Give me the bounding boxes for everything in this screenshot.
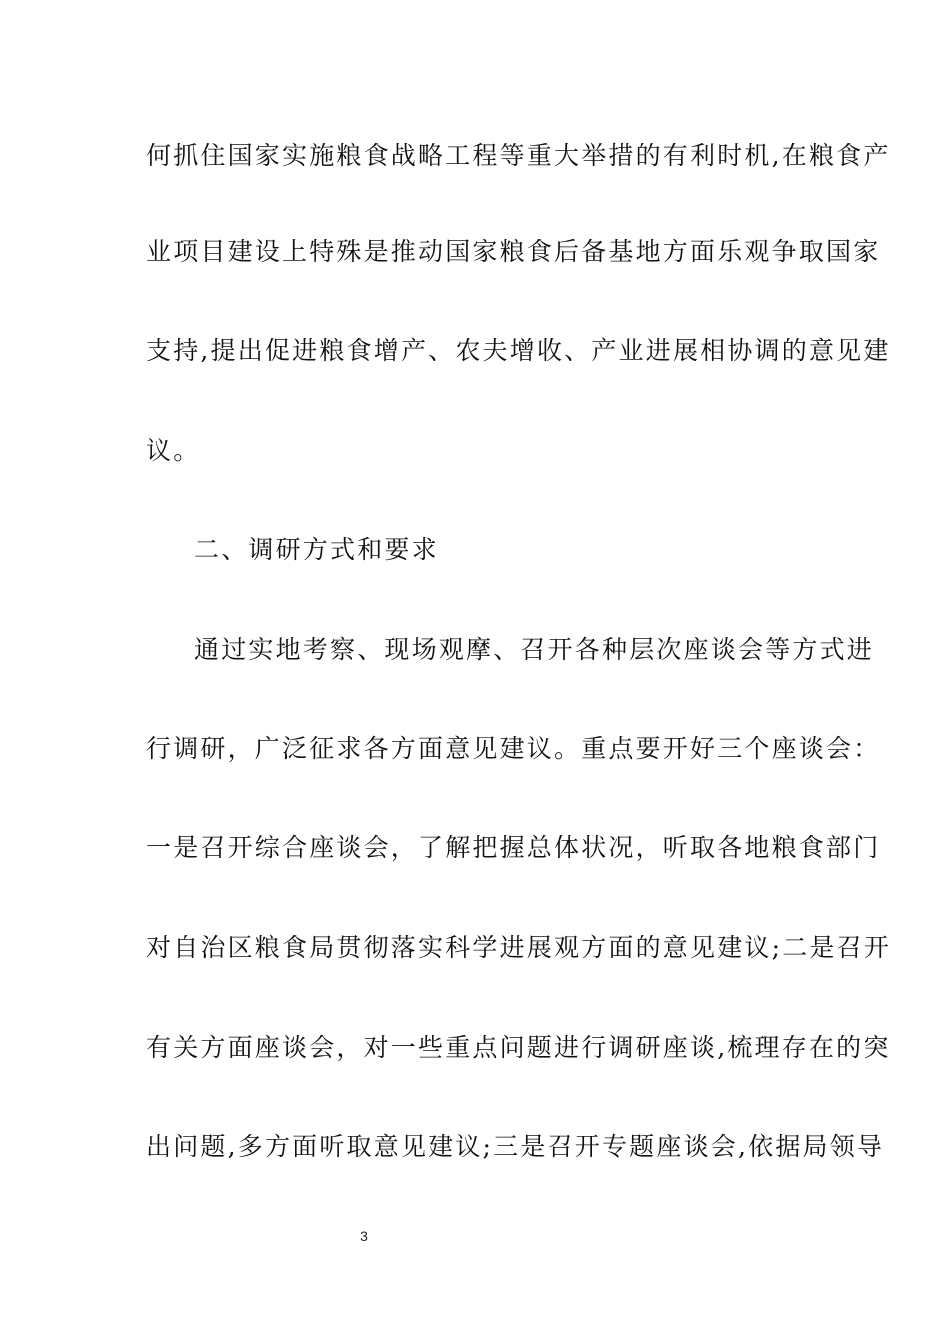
section-heading: 二、调研方式和要求	[194, 535, 439, 564]
paragraph-line: 何抓住国家实施粮食战略工程等重大举措的有利时机,在粮食产	[146, 141, 891, 170]
page-number: 3	[360, 1228, 368, 1244]
paragraph-line: 议。	[146, 436, 201, 465]
paragraph-line: 支持,提出促进粮食增产、农夫增收、产业进展相协调的意见建	[146, 336, 891, 365]
paragraph-line: 对自治区粮食局贯彻落实科学进展观方面的意见建议;二是召开	[146, 933, 892, 962]
paragraph-line: 业项目建设上特殊是推动国家粮食后备基地方面乐观争取国家	[146, 237, 881, 266]
paragraph-line: 出问题,多方面听取意见建议;三是召开专题座谈会,依据局领导	[146, 1132, 885, 1161]
paragraph-line: 行调研，广泛征求各方面意见建议。重点要开好三个座谈会：	[146, 734, 881, 763]
paragraph-line: 一是召开综合座谈会，了解把握总体状况，听取各地粮食部门	[146, 833, 881, 862]
paragraph-line: 通过实地考察、现场观摩、召开各种层次座谈会等方式进	[194, 635, 875, 664]
paragraph-line: 有关方面座谈会，对一些重点问题进行调研座谈,梳理存在的突	[146, 1033, 891, 1062]
